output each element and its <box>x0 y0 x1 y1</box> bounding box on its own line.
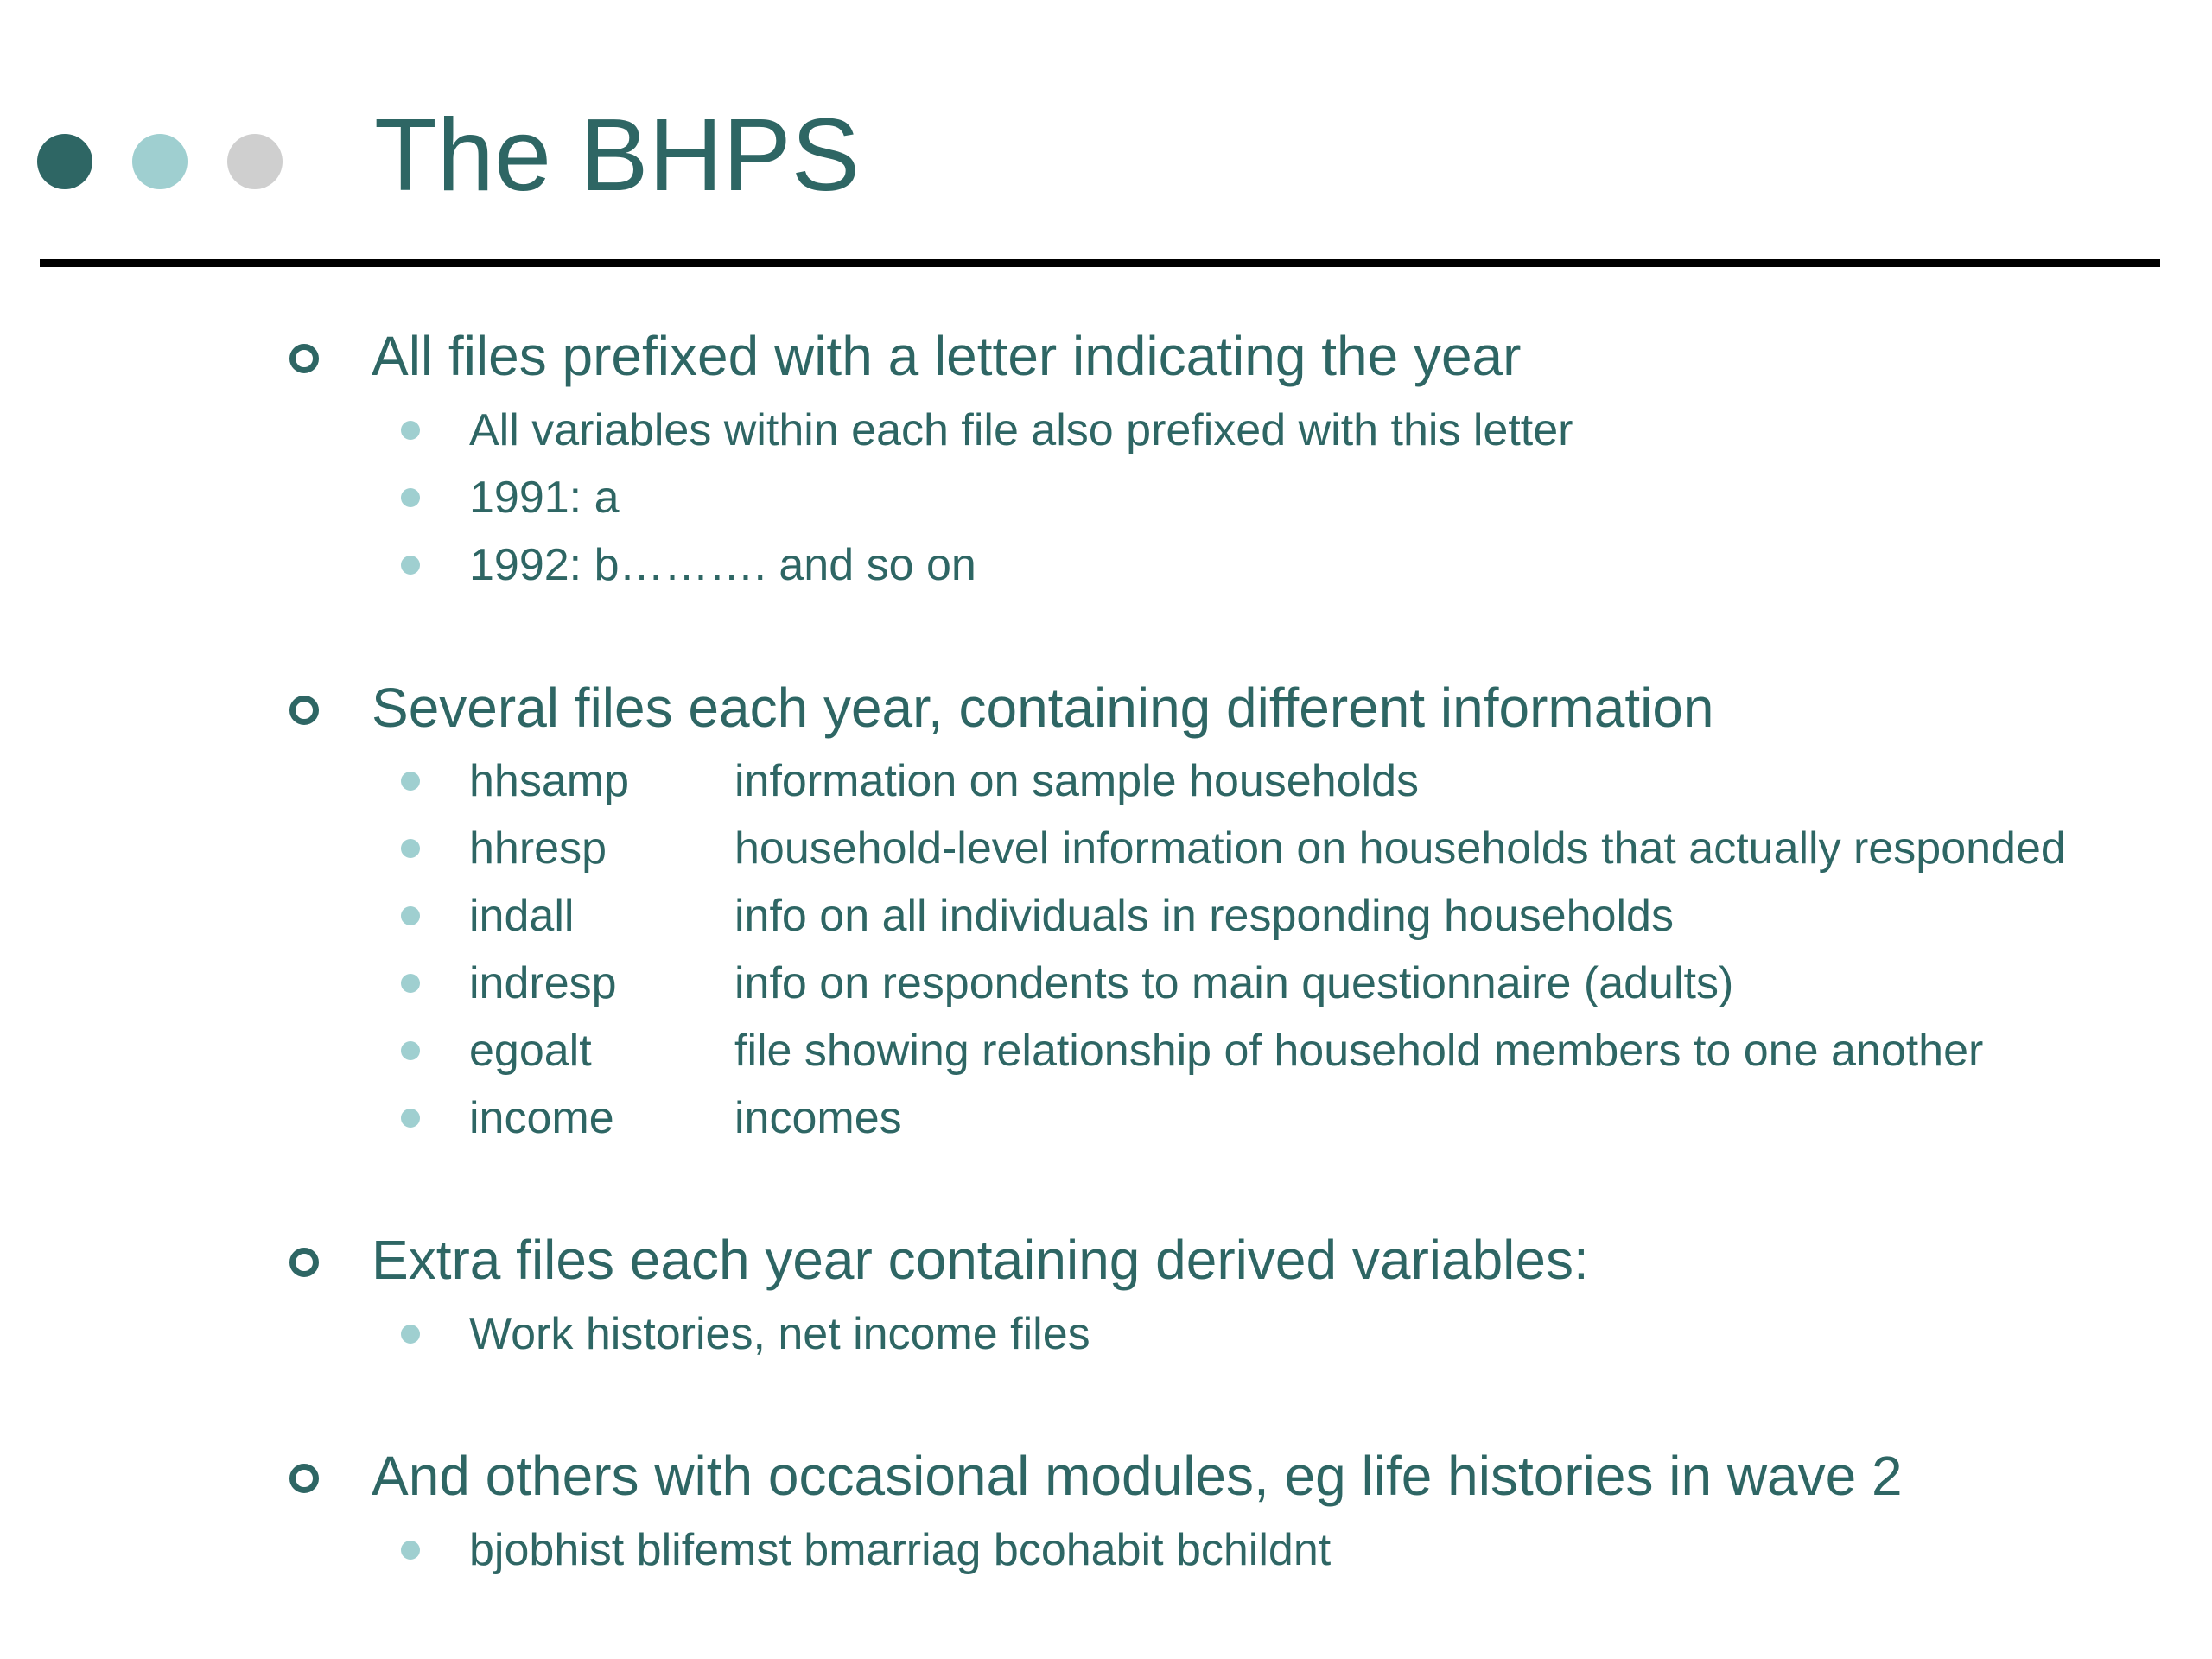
file-description: incomes <box>734 1093 902 1143</box>
slide-title: The BHPS <box>374 98 861 213</box>
list-item: 1991: a <box>469 473 620 523</box>
bullet-icon <box>401 1541 420 1560</box>
decorative-dot-dark <box>37 134 92 189</box>
section-heading: Extra files each year containing derived variables: <box>372 1229 1589 1291</box>
bullet-icon <box>401 488 420 507</box>
bullet-icon <box>401 421 420 440</box>
file-name: indall <box>469 891 575 941</box>
decorative-dot-light <box>132 134 188 189</box>
hollow-bullet-icon <box>289 1248 319 1277</box>
decorative-dot-grey <box>227 134 283 189</box>
bullet-icon <box>401 772 420 791</box>
file-description: info on all individuals in responding households <box>734 891 1674 941</box>
section-heading: Several files each year, containing different information <box>372 677 1714 739</box>
bullet-icon <box>401 906 420 925</box>
file-name: hhsamp <box>469 756 629 806</box>
list-item: bjobhist blifemst bmarriag bcohabit bchildnt <box>469 1525 1332 1575</box>
hollow-bullet-icon <box>289 1464 319 1493</box>
hollow-bullet-icon <box>289 696 319 725</box>
title-divider <box>40 259 2160 267</box>
file-name: egoalt <box>469 1026 592 1076</box>
bullet-icon <box>401 556 420 575</box>
list-item: 1992: b………. and so on <box>469 540 976 590</box>
file-name: indresp <box>469 958 617 1008</box>
file-description: information on sample households <box>734 756 1420 806</box>
bullet-icon <box>401 1325 420 1344</box>
hollow-bullet-icon <box>289 344 319 373</box>
bullet-icon <box>401 1109 420 1128</box>
section-heading: All files prefixed with a letter indicating the year <box>372 325 1522 387</box>
file-name: hhresp <box>469 823 607 874</box>
file-description: info on respondents to main questionnaire (adults) <box>734 958 1734 1008</box>
bullet-icon <box>401 1041 420 1060</box>
list-item: Work histories, net income files <box>469 1309 1090 1359</box>
file-description: file showing relationship of household members to one another <box>734 1026 1984 1076</box>
file-description: household-level information on households that actually responded <box>734 823 2066 874</box>
list-item: All variables within each file also prefixed with this letter <box>469 405 1573 455</box>
file-name: income <box>469 1093 614 1143</box>
section-heading: And others with occasional modules, eg life histories in wave 2 <box>372 1445 1903 1507</box>
bullet-icon <box>401 974 420 993</box>
bullet-icon <box>401 839 420 858</box>
